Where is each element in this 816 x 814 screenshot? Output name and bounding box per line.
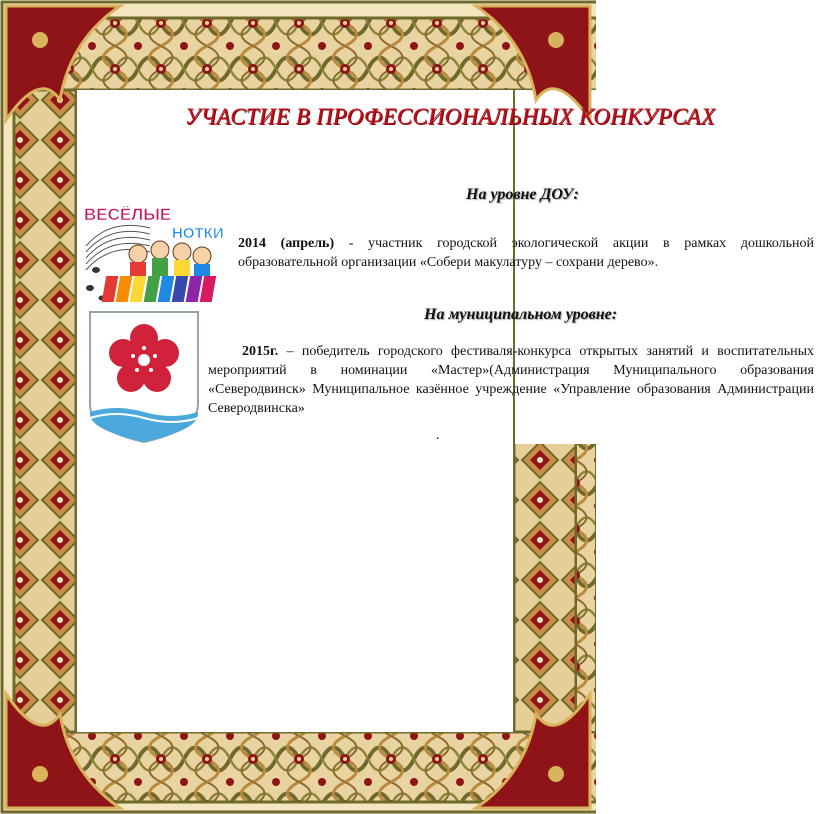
dou-level-heading: На уровне ДОУ: (466, 186, 579, 203)
dou-entry-date: 2014 (апрель) (238, 236, 335, 251)
dou-entry-text: - участник городской экологической акции в рамках дошкольной образовательной организации «Собери макулатуру – сохрани дерево». (238, 236, 814, 270)
municipal-entry-date: 2015г. (242, 344, 279, 359)
municipal-level-heading: На муниципальном уровне: (424, 306, 618, 323)
page-title: УЧАСТИЕ В ПРОФЕССИОНАЛЬНЫХ КОНКУРСАХ (184, 104, 716, 129)
stray-mark: . (436, 428, 440, 443)
coat-of-arms-severodvinsk (86, 308, 202, 444)
logo-line1: ВЕСЁЛЫЕ (84, 205, 172, 224)
logo-line2: НОТКИ (172, 225, 224, 242)
municipal-entry-text: – победитель городского фестиваля-конкурса открытых занятий и воспитательных мероприятий в номинации «Мастер»(Администрация Муниципального образования «Северодвинск» Муниципальное казённое учреждение «Управление образования Администрации Северодвинска» (208, 344, 814, 416)
municipal-level-entry (208, 342, 814, 418)
vesyolye-notki-logo (80, 198, 238, 310)
dou-level-entry (238, 234, 814, 272)
